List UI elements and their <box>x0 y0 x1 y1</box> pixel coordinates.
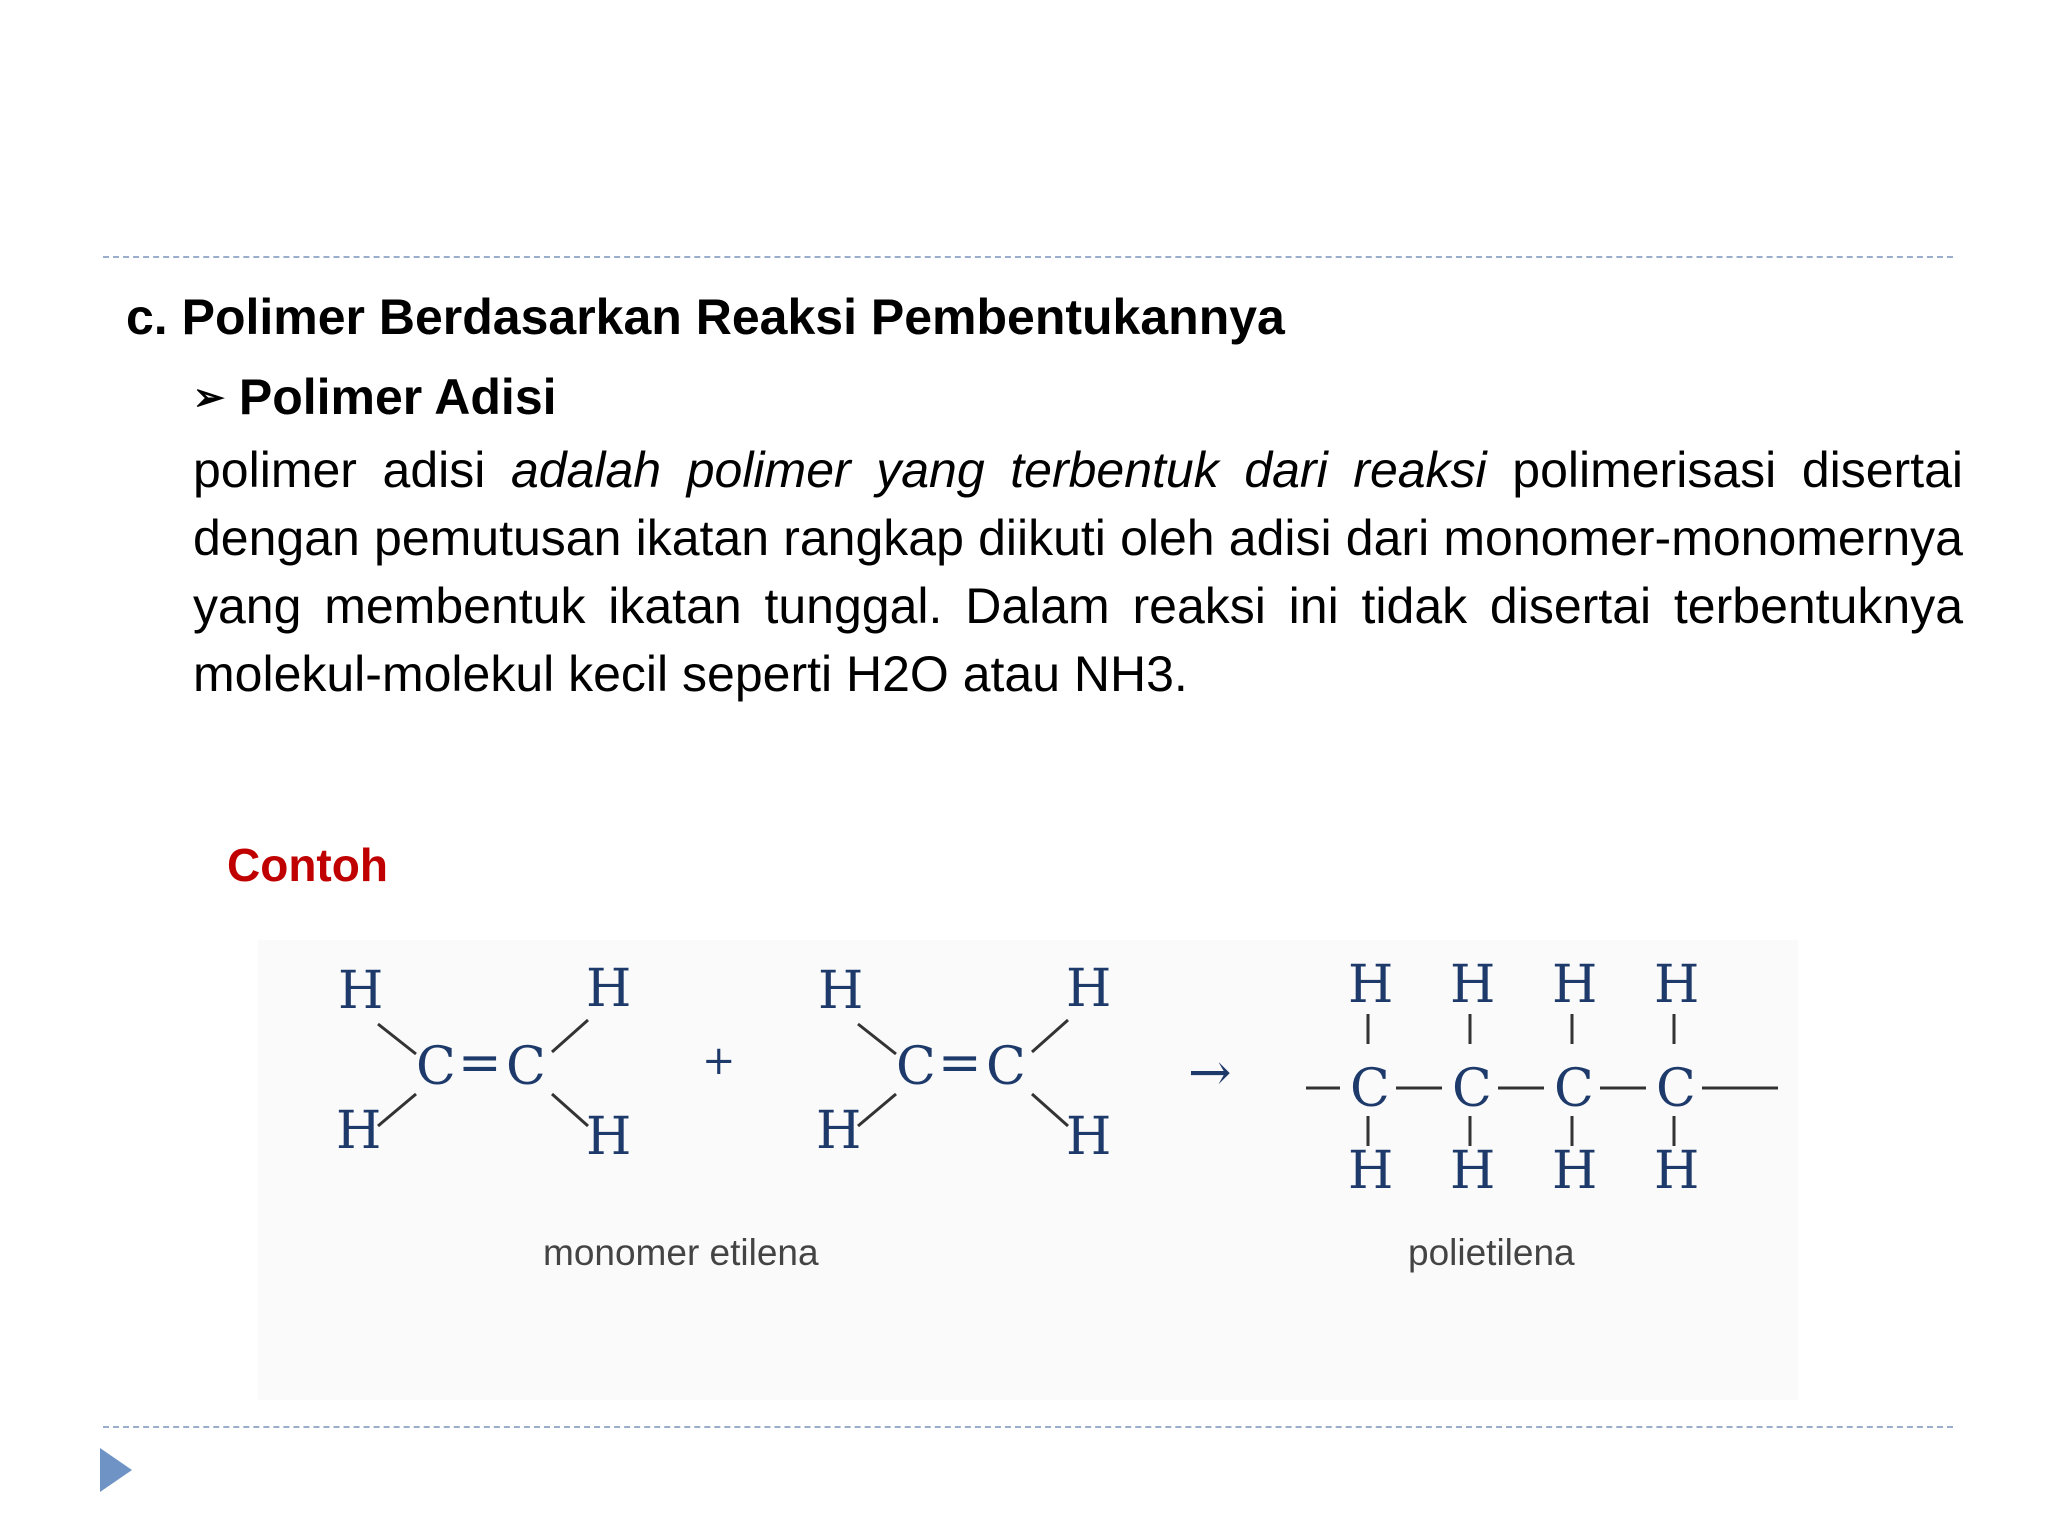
atom-h: H <box>1348 1141 1394 1201</box>
paragraph-part-1: polimer adisi <box>193 442 511 498</box>
reaction-figure <box>258 940 1798 1400</box>
atom-h: H <box>586 959 632 1019</box>
double-bond: = <box>938 1033 982 1093</box>
next-slide-triangle-icon[interactable] <box>100 1448 132 1492</box>
paragraph-italic: adalah polimer yang terbentuk dari reaksi <box>510 442 1487 498</box>
atom-h: H <box>1654 1141 1700 1201</box>
bullet-arrow-icon: ➢ <box>193 377 225 419</box>
monomer-caption: monomer etilena <box>543 1232 819 1273</box>
atom-h: H <box>336 1101 382 1161</box>
top-divider <box>103 256 1953 258</box>
monomer-2 <box>816 959 1111 1167</box>
atom-h: H <box>1450 1141 1496 1201</box>
bottom-divider <box>103 1426 1953 1428</box>
atom-h: H <box>338 961 384 1021</box>
definition-paragraph <box>193 436 1963 708</box>
atom-h: H <box>1552 955 1598 1015</box>
reaction-arrow: → <box>1188 1043 1232 1103</box>
atom-h: H <box>816 1101 862 1161</box>
paragraph-part-3: polimerisasi disertai dengan pemutusan ikatan rangkap diikuti oleh adisi dari monomer-monomernya yang membentuk ikatan tunggal. Dalam reaksi ini tidak disertai terbentuknya molekul-molekul kecil seperti H2O atau NH3. <box>193 442 1964 702</box>
plus-sign: + <box>702 1038 736 1084</box>
polymer-chain <box>1348 955 1699 1201</box>
atom-c: C <box>416 1037 456 1097</box>
atom-h: H <box>1348 955 1394 1015</box>
atom-c: C <box>1656 1059 1696 1119</box>
subheading-text: Polimer Adisi <box>238 369 557 425</box>
atom-c: C <box>896 1037 936 1097</box>
atom-h: H <box>1552 1141 1598 1201</box>
reaction-diagram <box>258 940 1798 1400</box>
atom-h: H <box>1066 1107 1112 1167</box>
atom-c: C <box>506 1037 546 1097</box>
atom-c: C <box>1350 1059 1390 1119</box>
subheading <box>193 368 557 426</box>
atom-h: H <box>1450 955 1496 1015</box>
atom-c: C <box>1554 1059 1594 1119</box>
section-heading: c. Polimer Berdasarkan Reaksi Pembentukannya <box>126 289 1285 345</box>
atom-h: H <box>818 961 864 1021</box>
atom-c: C <box>986 1037 1026 1097</box>
atom-h: H <box>1066 959 1112 1019</box>
example-label: Contoh <box>227 839 388 891</box>
atom-c: C <box>1452 1059 1492 1119</box>
monomer-1 <box>336 959 631 1167</box>
atom-h: H <box>586 1107 632 1167</box>
atom-h: H <box>1654 955 1700 1015</box>
double-bond: = <box>458 1033 502 1093</box>
polymer-caption: polietilena <box>1408 1232 1575 1273</box>
